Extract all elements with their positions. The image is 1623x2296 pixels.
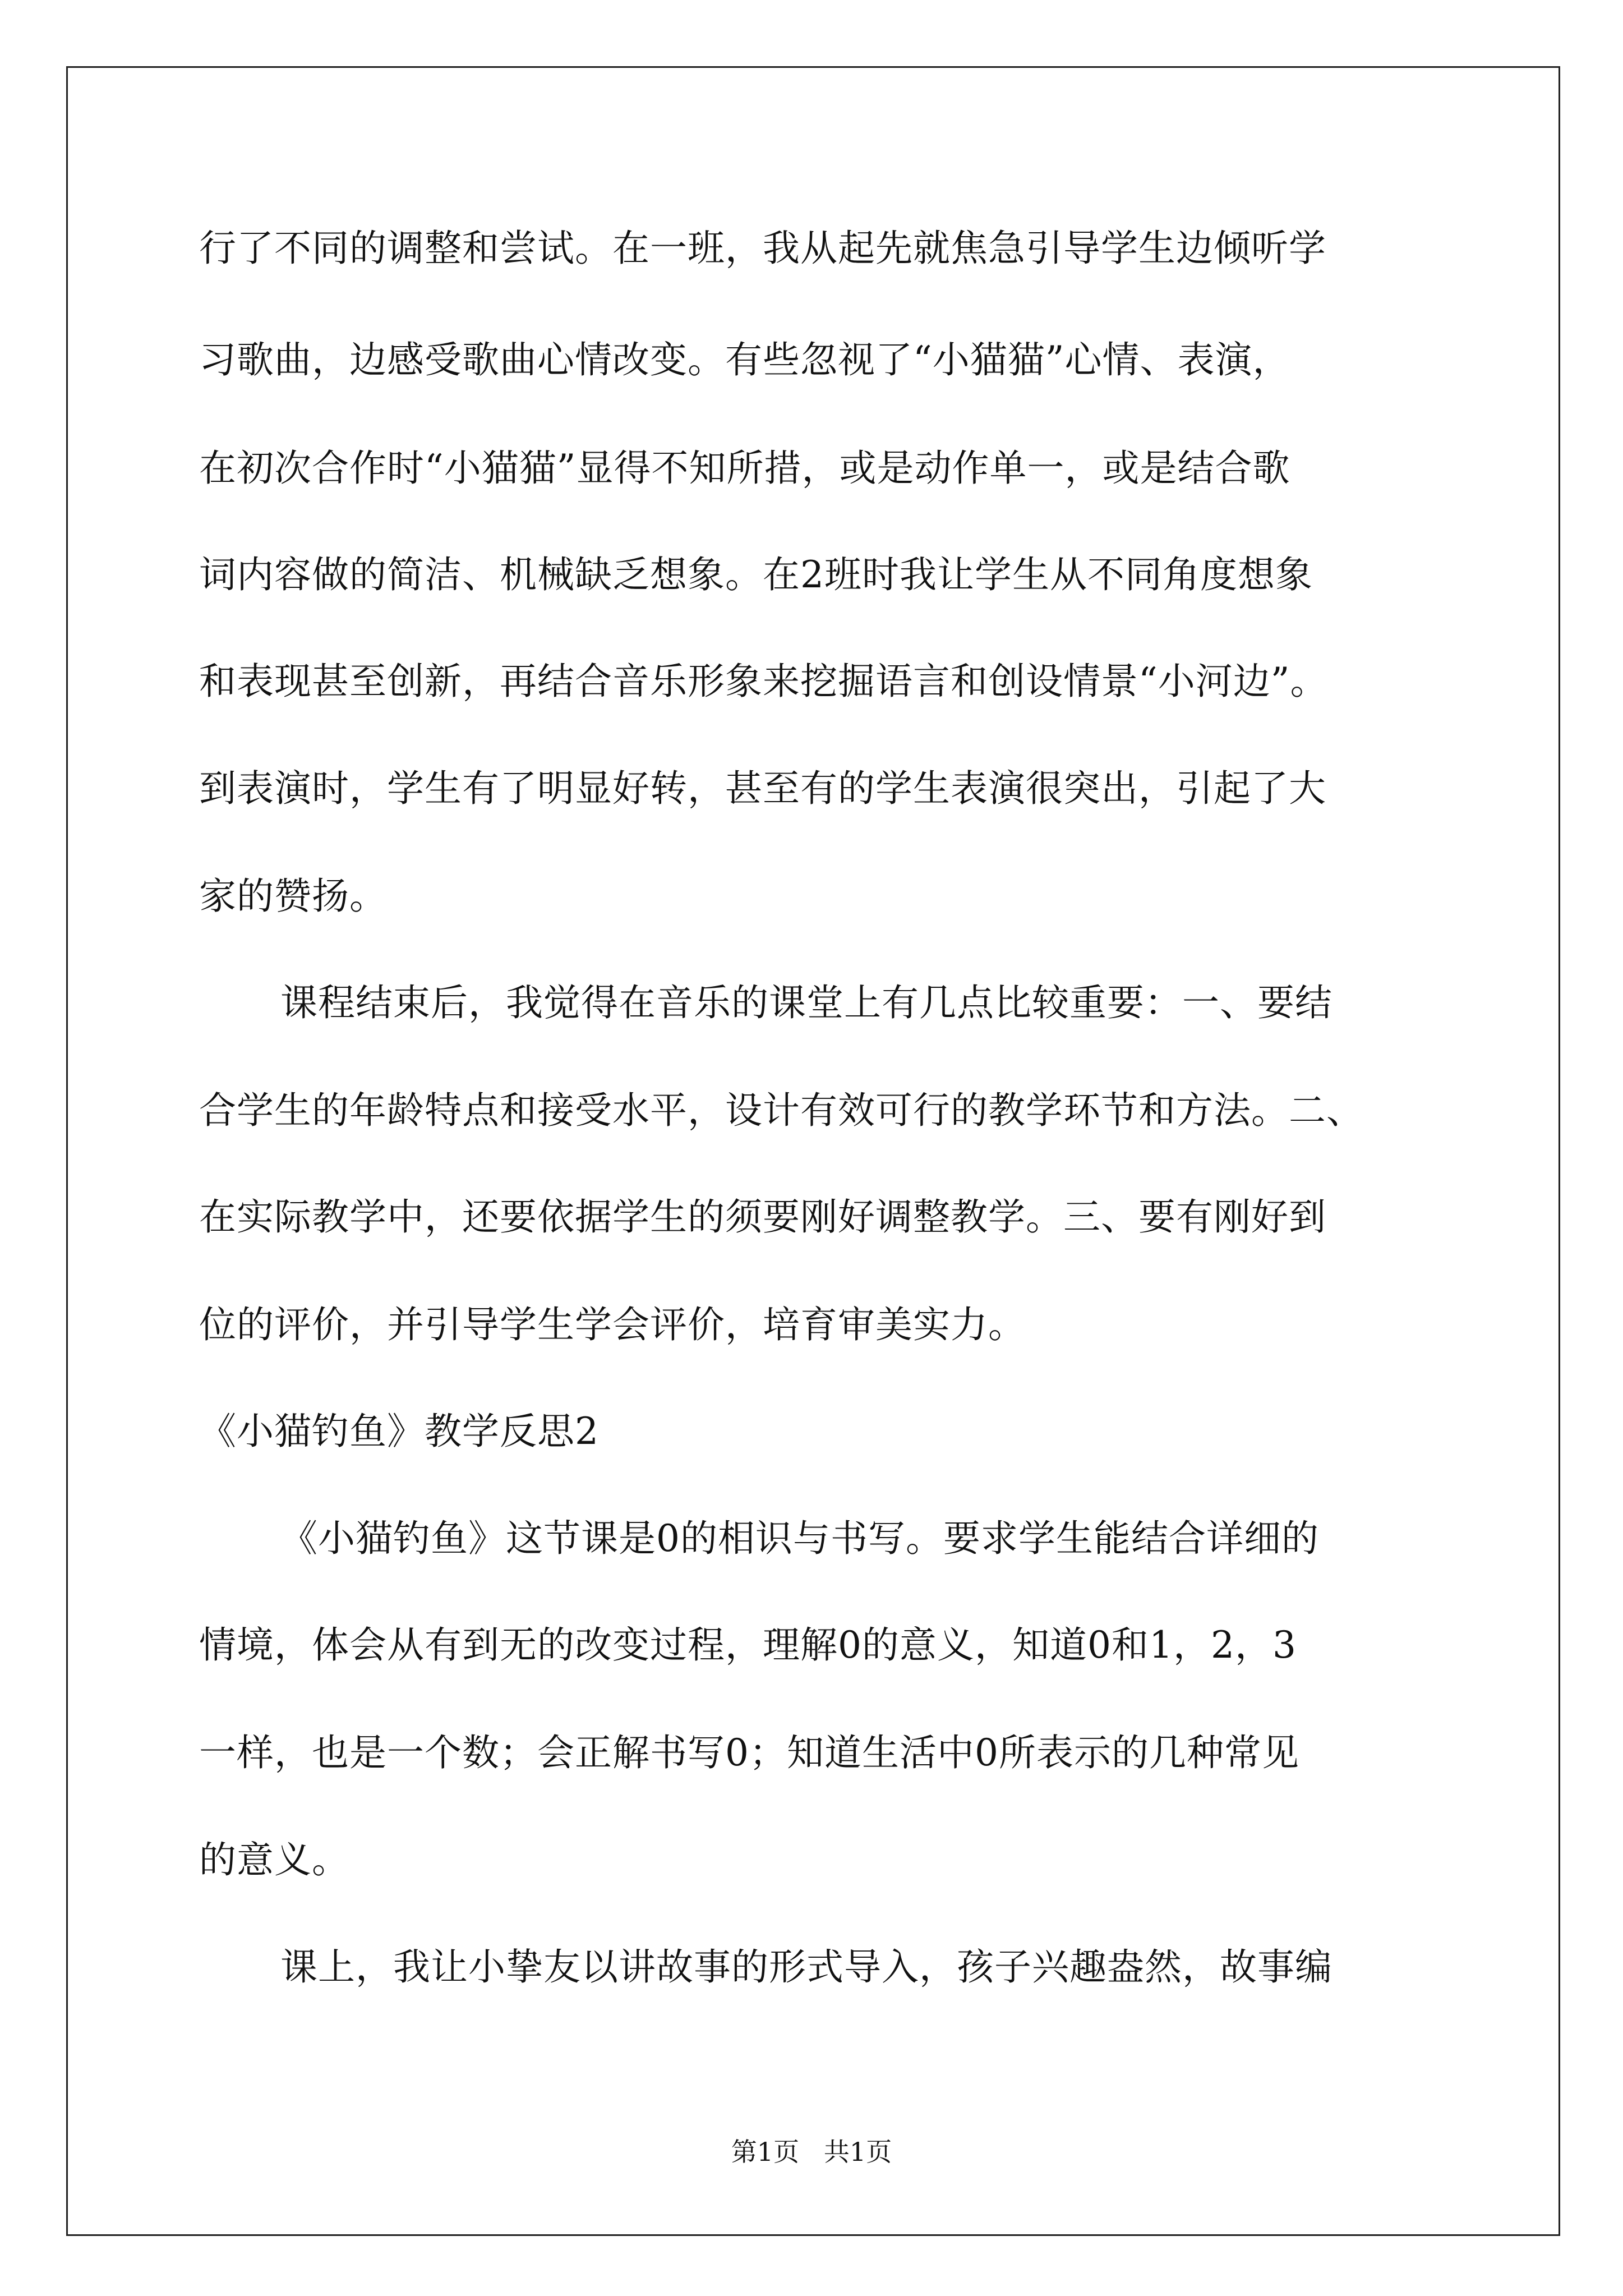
text-line: 词内容做的简洁、机械缺乏想象。在2班时我让学生从不同角度想象 (199, 553, 1313, 596)
text-line: 到表演时，学生有了明显好转，甚至有的学生表演很突出，引起了大 (199, 767, 1326, 810)
text-line: 位的评价，并引导学生学会评价，培育审美实力。 (199, 1303, 1026, 1346)
text-line: 和表现甚至创新，再结合音乐形象来挖掘语言和创设情景“小河边”。 (199, 660, 1328, 703)
paragraph-first-line: 课程结束后，我觉得在音乐的课堂上有几点比较重要：一、要结 (280, 981, 1332, 1024)
text-line: 一样，也是一个数；会正解书写0；知道生活中0所表示的几种常见 (199, 1731, 1299, 1774)
text-line: 行了不同的调整和尝试。在一班，我从起先就焦急引导学生边倾听学 (199, 227, 1326, 270)
paragraph-first-line: 课上，我让小挚友以讲故事的形式导入，孩子兴趣盎然，故事编 (280, 1945, 1332, 1989)
text-line: 家的赞扬。 (199, 875, 387, 918)
paragraph-first-line: 《小猫钓鱼》这节课是0的相识与书写。要求学生能结合详细的 (280, 1517, 1319, 1560)
page-border (66, 66, 1560, 2236)
text-line: 在初次合作时“小猫猫”显得不知所措，或是动作单一，或是结合歌 (199, 447, 1290, 490)
text-line: 的意义。 (199, 1838, 349, 1881)
section-heading: 《小猫钓鱼》教学反思2 (199, 1410, 599, 1453)
text-line: 在实际教学中，还要依据学生的须要刚好调整教学。三、要有刚好到 (199, 1195, 1326, 1239)
text-line: 习歌曲，边感受歌曲心情改变。有些忽视了“小猫猫”心情、表演， (199, 338, 1290, 381)
page-footer: 第1页 共1页 (731, 2137, 892, 2167)
text-line: 合学生的年龄特点和接受水平，设计有效可行的教学环节和方法。二、 (199, 1089, 1364, 1132)
text-line: 情境，体会从有到无的改变过程，理解0的意义，知道0和1，2，3 (199, 1623, 1297, 1667)
